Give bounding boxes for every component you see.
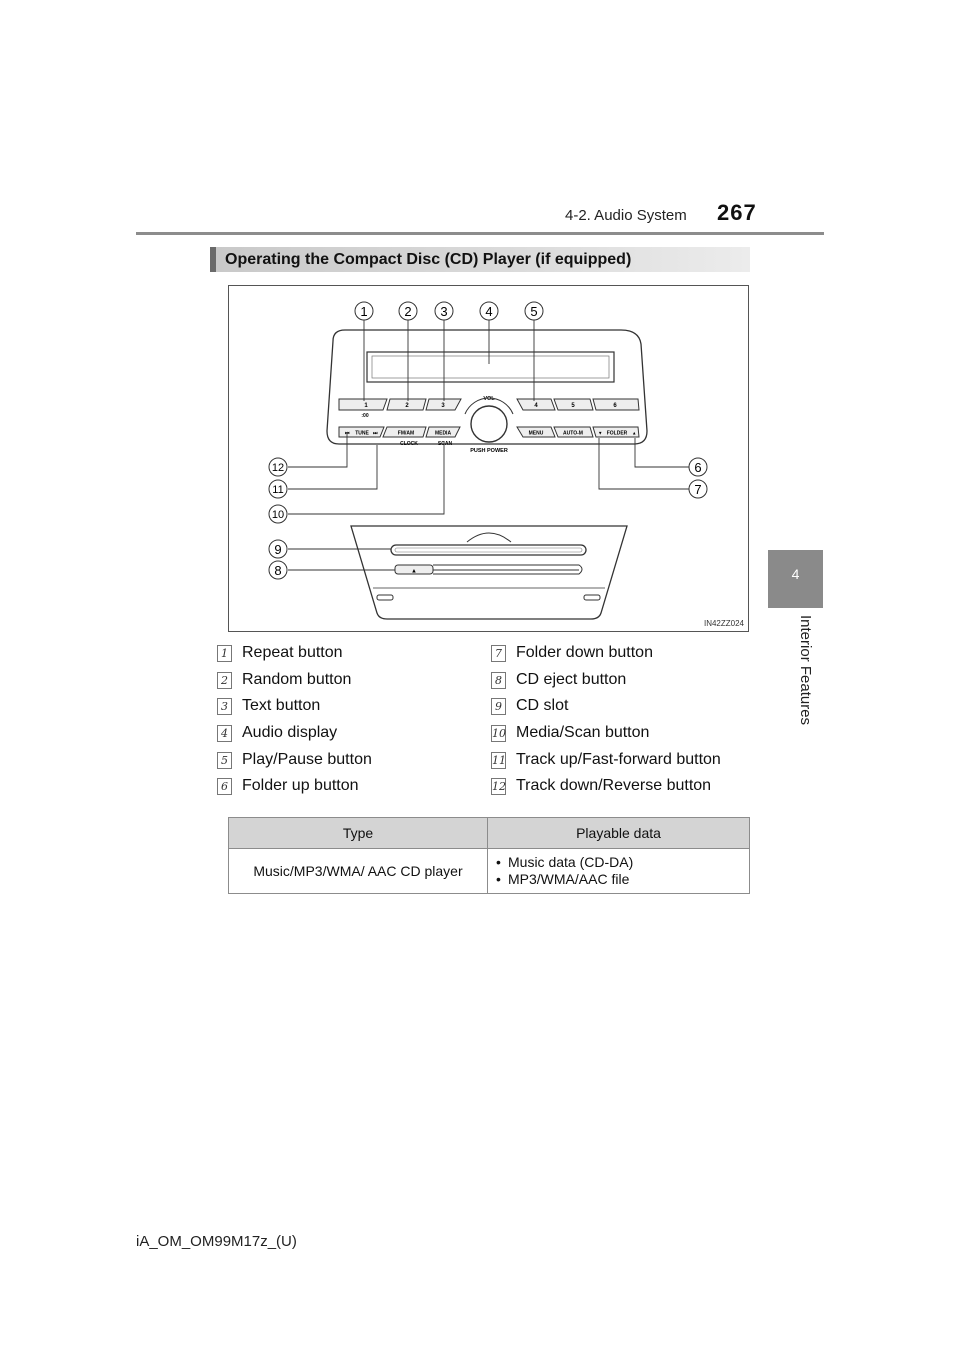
fm-am-label: FM/AM [397, 430, 415, 437]
legend-text: Folder down button [516, 644, 653, 661]
legend-text: Media/Scan button [516, 724, 650, 742]
scan-label: SCAN [437, 441, 453, 447]
legend-text: Play/Pause button [242, 750, 372, 768]
legend-number: 2 [217, 672, 232, 689]
legend-number: 8 [491, 672, 506, 689]
legend-text: Repeat button [242, 644, 343, 661]
preset-6-label: 6 [613, 403, 617, 409]
figure-image-code: IN42ZZ024 [703, 619, 744, 628]
chapter-tab-label: Interior Features [797, 615, 814, 726]
cd-player-figure [228, 285, 749, 632]
legend-number: 10 [492, 727, 506, 741]
legend-number: 12 [492, 780, 506, 794]
svg-text:9: 9 [274, 542, 282, 557]
page-footer: iA_OM_OM99M17z_(U) [136, 1233, 297, 1250]
svg-text:11: 11 [272, 484, 284, 496]
legend-text: CD eject button [516, 670, 627, 688]
svg-text:4: 4 [485, 304, 493, 319]
legend-number: 4 [217, 725, 232, 742]
cd-unit-outline [351, 526, 627, 619]
svg-text:3: 3 [440, 304, 448, 319]
media-label: MEDIA [434, 430, 452, 437]
preset-2-label: 2 [405, 403, 409, 409]
cell-type: Music/MP3/WMA/ AAC CD player [229, 849, 488, 894]
legend-number: 11 [492, 753, 506, 767]
page-header-section: 4-2. Audio System [565, 207, 687, 224]
svg-text:1: 1 [360, 304, 368, 319]
legend-text: Random button [242, 670, 352, 688]
table-row [229, 849, 750, 894]
preset-5-label: 5 [571, 403, 575, 409]
header-type: Type [229, 818, 488, 849]
preset-4-label: 4 [534, 403, 538, 409]
svg-text:7: 7 [694, 482, 702, 497]
chapter-tab [768, 550, 823, 608]
clock-label: CLOCK [400, 441, 418, 447]
cd-slot [391, 545, 586, 555]
page-number: 267 [717, 200, 757, 225]
svg-text:▼: ▼ [598, 430, 603, 436]
preset-1-label: 1 [364, 403, 368, 409]
legend-number: 7 [491, 645, 506, 662]
tune-label: TUNE [355, 430, 369, 437]
svg-text:6: 6 [694, 460, 702, 475]
svg-text:5: 5 [530, 304, 538, 319]
legend-number: 9 [491, 698, 506, 715]
cell-playable-data [488, 849, 750, 894]
legend-number: 1 [217, 645, 232, 662]
legend-number: 5 [217, 752, 232, 769]
playable-data-item: • Music data (CD-DA) [508, 854, 743, 871]
svg-text:⏭: ⏭ [373, 430, 378, 437]
svg-text:10: 10 [271, 509, 285, 521]
playable-data-item: • MP3/WMA/AAC file [508, 871, 743, 888]
header-playable-data: Playable data [488, 818, 750, 849]
svg-text:⏮: ⏮ [345, 430, 350, 437]
legend-text: Track down/Reverse button [516, 777, 712, 795]
legend-text: Track up/Fast-forward button [516, 750, 721, 768]
volume-knob [471, 406, 507, 442]
preset-3-label: 3 [441, 403, 445, 409]
svg-text:2: 2 [404, 304, 412, 319]
legend-number: 3 [217, 698, 232, 715]
eject-symbol: ▲ [411, 568, 417, 575]
legend-text: Audio display [242, 724, 338, 742]
legend-text: CD slot [516, 697, 569, 715]
svg-text:▲: ▲ [632, 430, 637, 436]
chapter-tab-number: 4 [791, 566, 800, 582]
legend-text: Folder up button [242, 777, 359, 795]
table-header-row [229, 818, 750, 849]
vol-label: VOL [483, 396, 495, 402]
preset-1-button [339, 399, 387, 410]
playable-data-table [228, 817, 750, 894]
audio-display-window [367, 352, 614, 382]
svg-text:8: 8 [274, 563, 282, 578]
header-rule [136, 232, 824, 235]
menu-label: MENU [528, 430, 544, 437]
folder-label: FOLDER [606, 430, 628, 437]
push-power-label: PUSH POWER [470, 448, 508, 454]
section-title: Operating the Compact Disc (CD) Player (if equipped) [210, 247, 750, 272]
legend-text: Text button [242, 697, 321, 715]
legend-number: 6 [217, 778, 232, 795]
clock-mark-label: :00 [361, 413, 369, 419]
svg-text:12: 12 [271, 462, 285, 474]
auto-m-label: AUTO-M [563, 430, 583, 437]
